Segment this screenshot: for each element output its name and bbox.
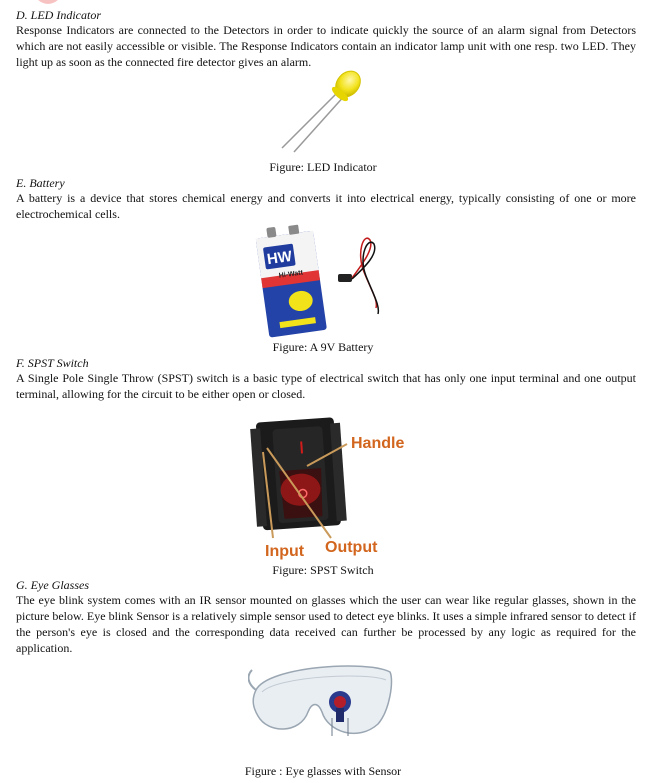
section-body-battery: A battery is a device that stores chemical energy and converts it into electrical energy, typically consisting of one or more electrochemical cells. [16, 191, 636, 221]
figure-caption-spst: Figure: SPST Switch [272, 563, 374, 577]
section-heading-battery: E. Battery [16, 176, 65, 190]
battery-brand-text: HW [265, 247, 294, 269]
label-handle: Handle [351, 435, 405, 452]
section-body-led: Response Indicators are connected to the Detectors in order to indicate quickly the source of an alarm signal from Detectors which are not easily accessible or visible. The Response Indicators contain an indicator lamp unit with one resp. two LED. They light up as soon as the connected fire detector gives an alarm. [16, 23, 636, 69]
figure-caption-eye-glasses: Figure : Eye glasses with Sensor [244, 764, 402, 778]
eye-glasses-image [248, 650, 398, 745]
label-output: Output [325, 539, 378, 556]
section-heading-spst: F. SPST Switch [16, 356, 89, 370]
section-heading-led: D. LED Indicator [16, 8, 101, 22]
label-input: Input [265, 543, 305, 560]
decorative-mark [34, 0, 62, 4]
figure-caption-led: Figure: LED Indicator [269, 160, 377, 174]
section-body-eye-glasses: The eye blink system comes with an IR sensor mounted on glasses which the user can wear like regular glasses, shown in the picture below. Eye blink Sensor is a relatively simple sensor used to detect eye blinks. It uses a simple infrared sensor to detect if the person's eye is closed and the corresponding data received can further be processed by any logic as required for the application. [16, 593, 636, 655]
led-indicator-image [270, 68, 380, 158]
figure-caption-battery: Figure: A 9V Battery [272, 340, 374, 354]
battery-image [252, 222, 382, 342]
battery-sub-text: Hi-Watt [278, 269, 304, 280]
spst-switch-image [245, 408, 415, 563]
section-heading-eye-glasses: G. Eye Glasses [16, 578, 89, 592]
section-body-spst: A Single Pole Single Throw (SPST) switch is a basic type of electrical switch that has only one input terminal and one output terminal, allowing for the circuit to be either open or closed. [16, 371, 636, 401]
